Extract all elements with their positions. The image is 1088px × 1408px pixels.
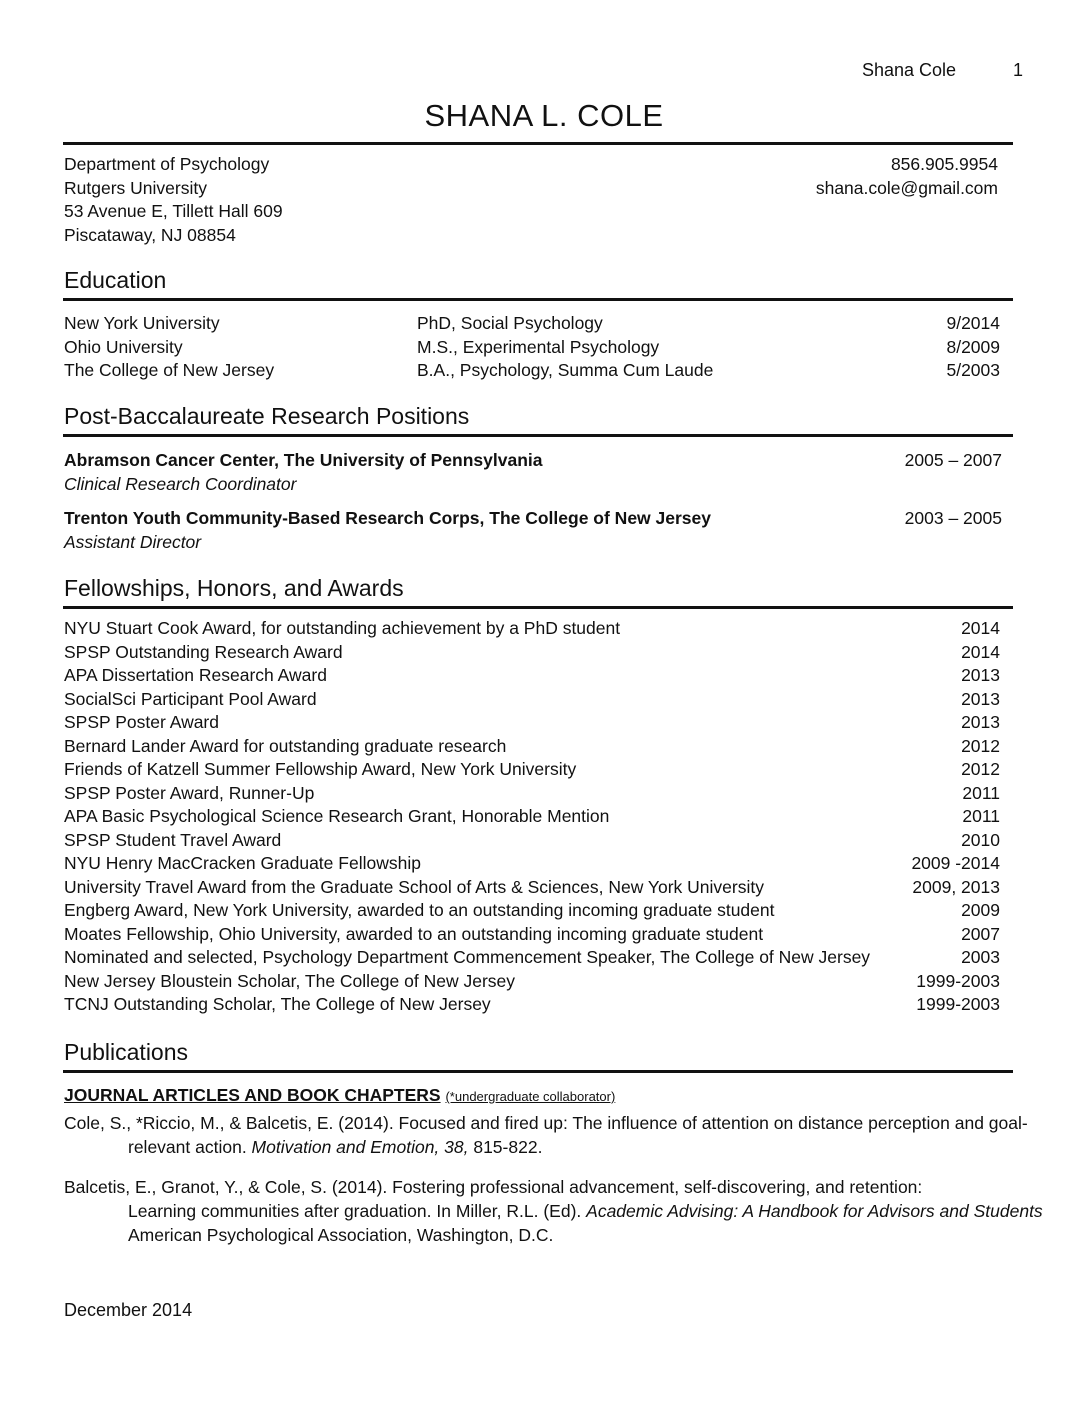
award-row	[64, 664, 1000, 688]
position-role: Assistant Director	[64, 532, 202, 552]
award-row	[64, 758, 1000, 782]
award-name: SPSP Student Travel Award	[64, 829, 282, 850]
contact-address-line-1: Department of Psychology	[64, 154, 270, 174]
education-row	[64, 336, 1000, 360]
award-year: 2013	[961, 712, 1000, 732]
award-name: NYU Stuart Cook Award, for outstanding achievement by a PhD student	[64, 618, 621, 638]
section-heading-awards: Fellowships, Honors, and Awards	[64, 575, 404, 601]
award-name: SPSP Poster Award, Runner-Up	[64, 782, 315, 803]
award-name: TCNJ Outstanding Scholar, The College of New Jersey	[64, 994, 491, 1014]
award-year: 2009, 2013	[912, 876, 1000, 897]
award-row	[64, 852, 1000, 876]
award-year: 2013	[961, 688, 1000, 709]
publications-subheading-title: JOURNAL ARTICLES AND BOOK CHAPTERS	[64, 1085, 441, 1105]
publication-line: American Psychological Association, Washington, D.C.	[128, 1225, 554, 1245]
page-number: 1	[1013, 60, 1024, 80]
award-name: SPSP Outstanding Research Award	[64, 641, 343, 662]
contact-address-line-2: Rutgers University	[64, 178, 207, 198]
education-table	[64, 312, 1000, 383]
awards-list	[64, 617, 1000, 1017]
award-year: 1999-2003	[916, 970, 1000, 991]
publications-subheading-note: (*undergraduate collaborator)	[445, 1089, 616, 1104]
publication-line	[64, 1135, 1028, 1159]
section-heading-publications: Publications	[64, 1039, 189, 1065]
publication-line: Balcetis, E., Granot, Y., & Cole, S. (2014). Fostering professional advancement, self-discovering, and retention:	[64, 1177, 923, 1197]
award-row	[64, 782, 1000, 806]
award-year: 2010	[961, 829, 1000, 850]
award-year: 2012	[961, 759, 1000, 779]
publication-book: Academic Advising: A Handbook for Advisors and Students	[586, 1201, 1043, 1221]
publication-text: relevant action.	[128, 1137, 252, 1157]
page-title: SHANA L. COLE	[424, 98, 664, 133]
award-row	[64, 711, 1000, 735]
position-role: Clinical Research Coordinator	[64, 474, 297, 494]
education-degree: M.S., Experimental Psychology	[417, 336, 660, 357]
running-header-name: Shana Cole	[862, 60, 957, 80]
award-row	[64, 899, 1000, 923]
education-school: The College of New Jersey	[64, 360, 275, 380]
publication-line: Cole, S., *Riccio, M., & Balcetis, E. (2014). Focused and fired up: The influence of attention on distance perception and goal-	[64, 1113, 1028, 1133]
section-rule-education	[63, 298, 1013, 301]
contact-address-line-3: 53 Avenue E, Tillett Hall 609	[64, 201, 283, 221]
award-row	[64, 970, 1000, 994]
award-row	[64, 923, 1000, 947]
award-row	[64, 876, 1000, 900]
award-year: 2007	[961, 923, 1000, 944]
position-org: Trenton Youth Community-Based Research Corps, The College of New Jersey	[64, 508, 711, 528]
education-degree: PhD, Social Psychology	[417, 313, 603, 333]
publication-entry	[64, 1111, 1028, 1159]
award-year: 2012	[961, 735, 1000, 756]
publication-pages: 815-822.	[468, 1137, 543, 1157]
award-name: Friends of Katzell Summer Fellowship Award, New York University	[64, 759, 577, 779]
award-name: New Jersey Bloustein Scholar, The College of New Jersey	[64, 970, 516, 991]
award-year: 2009	[961, 900, 1000, 920]
publication-text: Learning communities after graduation. In Miller, R.L. (Ed).	[128, 1201, 587, 1221]
award-name: Bernard Lander Award for outstanding graduate research	[64, 735, 507, 756]
award-year: 2009 -2014	[911, 853, 1000, 873]
education-row	[64, 312, 1000, 336]
award-name: NYU Henry MacCracken Graduate Fellowship	[64, 853, 421, 873]
section-rule-awards	[63, 606, 1013, 609]
education-degree: B.A., Psychology, Summa Cum Laude	[417, 360, 714, 380]
award-row	[64, 829, 1000, 853]
award-name: Nominated and selected, Psychology Department Commencement Speaker, The College of New Jersey	[64, 947, 871, 967]
award-year: 2011	[962, 806, 1000, 826]
position-dates: 2003 – 2005	[904, 508, 1002, 528]
publication-line	[64, 1199, 1043, 1223]
position-org: Abramson Cancer Center, The University of Pennsylvania	[64, 450, 543, 470]
education-date: 9/2014	[946, 313, 1000, 333]
award-year: 2014	[961, 641, 1000, 662]
footer-date: December 2014	[64, 1300, 193, 1320]
education-date: 5/2003	[946, 360, 1000, 380]
award-name: Engberg Award, New York University, awarded to an outstanding incoming graduate student	[64, 900, 775, 920]
award-name: Moates Fellowship, Ohio University, awarded to an outstanding incoming graduate student	[64, 923, 764, 944]
award-row	[64, 946, 1000, 970]
education-school: New York University	[64, 313, 220, 333]
award-row	[64, 617, 1000, 641]
section-heading-education: Education	[64, 267, 167, 293]
award-name: SPSP Poster Award	[64, 712, 219, 732]
position-dates: 2005 – 2007	[904, 450, 1002, 470]
award-row	[64, 641, 1000, 665]
award-row	[64, 735, 1000, 759]
award-year: 2013	[961, 665, 1000, 685]
education-school: Ohio University	[64, 336, 183, 357]
award-name: APA Dissertation Research Award	[64, 665, 327, 685]
publication-entry	[64, 1175, 1043, 1247]
award-name: APA Basic Psychological Science Research Grant, Honorable Mention	[64, 806, 610, 826]
award-row	[64, 805, 1000, 829]
publication-journal: Motivation and Emotion, 38,	[251, 1137, 469, 1157]
section-heading-positions: Post-Baccalaureate Research Positions	[64, 403, 470, 429]
education-row	[64, 359, 1000, 383]
award-year: 2003	[961, 947, 1000, 967]
contact-phone: 856.905.9954	[890, 154, 998, 174]
title-rule	[63, 142, 1013, 145]
publications-subheading	[64, 1085, 615, 1106]
award-row	[64, 688, 1000, 712]
award-name: University Travel Award from the Graduate School of Arts & Sciences, New York University	[64, 876, 764, 897]
award-row	[64, 993, 1000, 1017]
award-name: SocialSci Participant Pool Award	[64, 688, 317, 709]
award-year: 1999-2003	[916, 994, 1000, 1014]
section-rule-positions	[63, 434, 1013, 437]
contact-address-line-4: Piscataway, NJ 08854	[64, 225, 236, 245]
education-date: 8/2009	[946, 336, 1000, 357]
award-year: 2011	[962, 782, 1000, 803]
award-year: 2014	[961, 618, 1000, 638]
section-rule-publications	[63, 1070, 1013, 1073]
contact-email[interactable]: shana.cole@gmail.com	[815, 178, 998, 198]
